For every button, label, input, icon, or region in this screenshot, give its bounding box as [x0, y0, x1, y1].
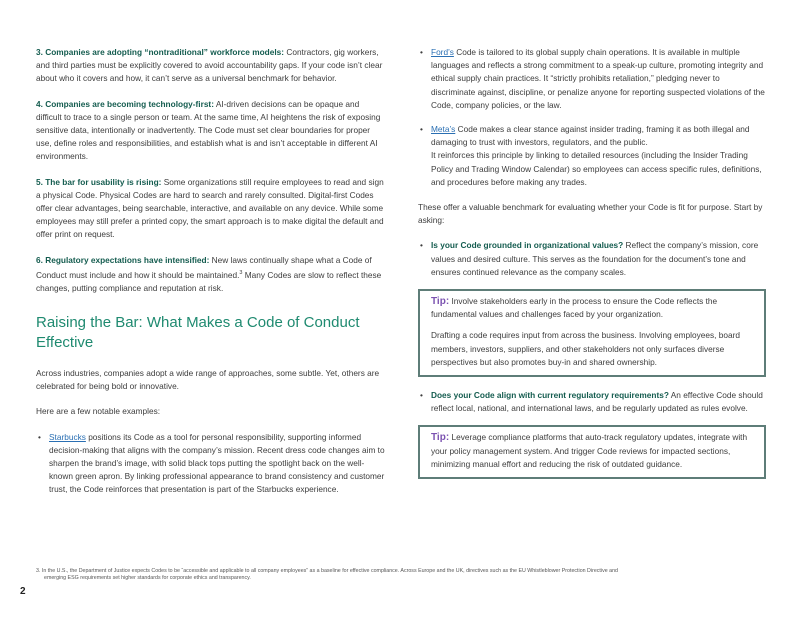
- question-lead: Is your Code grounded in organizational values?: [431, 240, 624, 251]
- body-text: Many Codes are slow to reflect these changes, putting compliance and reputation at risk.: [36, 269, 382, 293]
- paragraph-regulatory: [36, 254, 386, 295]
- paragraph-technology-first: [36, 98, 386, 164]
- starbucks-link[interactable]: Starbucks: [49, 431, 86, 442]
- footnote-line: 3. In the U.S., the Department of Justice expects Codes to be “accessible and applicable to all company employees” as a baseline for effective compliance. Across Europe and the UK, directives such as the EU Whistleblower Protection Directive and: [36, 568, 618, 574]
- body-text: Code makes a clear stance against insider trading, framing it as both illegal and damaging to trust with investors, regulators, and the public.: [431, 124, 750, 148]
- body-text: Contractors, gig workers, and third parties must be explicitly covered to avoid accountability gaps. If your code isn’t clear about who it covers and how, it can’t serve as a universal benchmark for behavior.: [36, 47, 383, 84]
- section-heading: Raising the Bar: What Makes a Code of Conduct Effective: [36, 314, 360, 351]
- paragraph-usability: [36, 176, 386, 242]
- question-values: [418, 239, 766, 279]
- body-text: An effective Code should reflect local, national, and international laws, and be regularly updated as rules evolve.: [431, 390, 763, 414]
- body-text: Some organizations still require employees to read and sign a physical Code. Physical Codes are hard to search and rarely consulted. Digital-first Codes offer clear advantages, being searchable, interactive, and available on any device. While some employees may still prefer a printed copy, the smart approach is to make digital the default and offer print on request.: [36, 176, 384, 240]
- body-text: Involve stakeholders early in the process to ensure the Code reflects the fundamental values and challenges faced by your organization.: [431, 296, 718, 320]
- lead-text: 5. The bar for usability is rising:: [36, 176, 162, 187]
- questions-list: [418, 239, 766, 279]
- left-column: [36, 46, 386, 497]
- paragraph-intro: Across industries, companies adopt a wide range of approaches, some subtle. Yet, others are celebrated for being bold or innovative.: [36, 368, 380, 392]
- examples-list: [36, 431, 386, 497]
- page-number: 2: [20, 586, 26, 597]
- body-text: positions its Code as a tool for personal responsibility, supporting informed decision-making that aligns with the company’s mission. Recent dress code changes aim to sharpen the brand’s image, with solid black tops putting the spotlight back on the well-known green apron. By linking professional appearance to brand consistency and customer trust, the Code reinforces that presentation is part of the Starbucks experience.: [49, 431, 385, 495]
- footnote-line: emerging ESG requirements set higher standards for corporate ethics and transparency.: [44, 575, 251, 581]
- question-regulatory: [418, 389, 766, 415]
- body-text: Reflect the company’s mission, core values and desired culture. This serves as the foundation for the document’s tone and ensures continued relevance as the company scales.: [431, 240, 759, 277]
- list-item-starbucks: [36, 431, 386, 497]
- ford-link[interactable]: Ford’s: [431, 47, 454, 57]
- tip-text: Drafting a code requires input from across the business. Involving employees, board members, investors, suppliers, and other stakeholders not only surfaces diverse perspectives but also promotes buy-in and shared ownership.: [431, 330, 740, 367]
- meta-link[interactable]: Meta’s: [431, 124, 456, 135]
- questions-list-2: [418, 389, 766, 415]
- right-column: [418, 46, 766, 491]
- tip-text: [431, 431, 753, 471]
- paragraph-benchmark: These offer a valuable benchmark for evaluating whether your Code is fit for purpose. Start by asking:: [418, 202, 763, 226]
- footnote: [36, 568, 756, 582]
- tip-box-stakeholders: [418, 289, 766, 377]
- body-text: Leverage compliance platforms that auto-track regulatory updates, integrate with your policy management system. And trigger Code reviews for impacted sections, minimizing manual effort and reducing the risk of outdated guidance.: [431, 432, 748, 469]
- body-text: New laws continually shape what a Code of Conduct must include and how it should be maintained.: [36, 254, 372, 280]
- question-lead: Does your Code align with current regulatory requirements?: [431, 390, 669, 401]
- lead-text: 3. Companies are adopting “nontraditional” workforce models:: [36, 47, 285, 57]
- examples-list-continued: [418, 46, 766, 189]
- body-text: It reinforces this principle by linking to detailed resources (including the Insider Trading Policy and Trading Window Calendar) so employees can access specific rules, definitions, and procedures before making any trades.: [431, 150, 762, 187]
- footnote-ref[interactable]: 3: [239, 269, 243, 276]
- tip-box-compliance: [418, 425, 766, 479]
- body-text: Code is tailored to its global supply chain operations. It is available in multiple languages and reflects a strong commitment to a speak-up culture, promoting integrity and ethical supply chain practices. It “strictly prohibits retaliation,” pledging never to discriminate against, discipline, or penalize anyone for reporting suspected violations of the Code, company policies, or the law.: [431, 47, 765, 110]
- body-text: AI-driven decisions can be opaque and difficult to trace to a single person or team. At the same time, AI heightens the risk of exposing sensitive data, intentionally or inadvertently. The Code must set clear boundaries for proper use, define roles and responsibilities, and establish what is and isn’t acceptable in different AI environments.: [36, 98, 381, 162]
- tip-label: Tip:: [431, 296, 450, 308]
- list-item-ford: [418, 46, 766, 112]
- lead-text: 6. Regulatory expectations have intensified:: [36, 254, 210, 265]
- paragraph-examples-intro: Here are a few notable examples:: [36, 406, 161, 417]
- tip-label: Tip:: [431, 432, 450, 444]
- list-item-meta: [418, 123, 766, 189]
- paragraph-workforce-models: [36, 46, 386, 86]
- lead-text: 4. Companies are becoming technology-first:: [36, 98, 214, 109]
- tip-text: [431, 295, 753, 321]
